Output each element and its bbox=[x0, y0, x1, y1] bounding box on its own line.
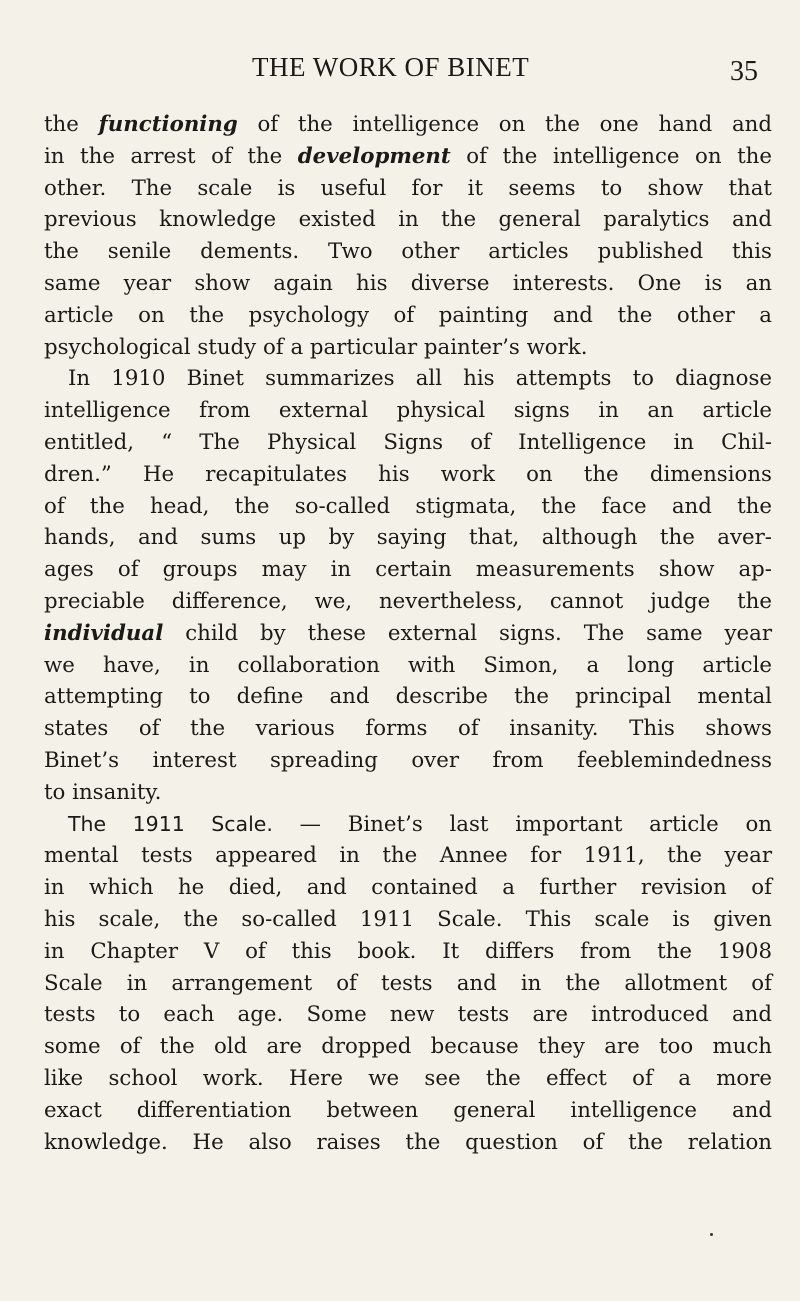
text-segment: in Chapter V of this book. It differs from the 1908 bbox=[44, 938, 772, 964]
text-segment: — Binet’s last important article on bbox=[272, 811, 772, 837]
text-segment: some of the old are dropped because they are too much bbox=[44, 1034, 772, 1060]
text-line bbox=[44, 650, 772, 682]
text-segment: psychological study of a particular painter’s work. bbox=[44, 334, 588, 360]
running-head bbox=[0, 52, 800, 92]
text-segment: in the arrest of the bbox=[44, 143, 298, 169]
text-line bbox=[44, 300, 772, 332]
text-segment: entitled, “ The Physical Signs of Intelligence in Chil- bbox=[44, 429, 772, 455]
section-heading: The 1911 Scale. bbox=[68, 811, 273, 836]
text-segment: tests to each age. Some new tests are introduced and bbox=[44, 1002, 772, 1028]
text-line bbox=[44, 236, 772, 268]
text-line bbox=[44, 1063, 772, 1095]
text-line bbox=[44, 363, 772, 395]
text-segment: In 1910 Binet summarizes all his attempts to diagnose bbox=[68, 366, 772, 392]
text-line bbox=[44, 332, 772, 364]
text-segment: in which he died, and contained a further revision of bbox=[44, 875, 772, 901]
text-segment: states of the various forms of insanity. This shows bbox=[44, 716, 772, 742]
text-line bbox=[44, 618, 772, 650]
text-line bbox=[44, 809, 772, 841]
emphasized-text: individual bbox=[44, 620, 164, 646]
text-line bbox=[44, 999, 772, 1031]
body-text bbox=[44, 109, 772, 1158]
text-segment: of the head, the so-called stigmata, the face and the bbox=[44, 493, 772, 519]
text-segment: preciable difference, we, nevertheless, cannot judge the bbox=[44, 588, 772, 614]
text-line bbox=[44, 173, 772, 205]
text-segment: of the intelligence on the one hand and bbox=[237, 112, 772, 137]
text-segment: child by these external signs. The same year bbox=[163, 620, 772, 646]
text-segment: attempting to define and describe the principal mental bbox=[44, 684, 772, 710]
emphasized-text: functioning bbox=[98, 112, 238, 137]
text-line bbox=[44, 1095, 772, 1127]
text-line bbox=[44, 1127, 772, 1159]
text-segment: other. The scale is useful for it seems to show that bbox=[44, 175, 772, 201]
text-line bbox=[44, 204, 772, 236]
text-segment: previous knowledge existed in the general paralytics and bbox=[44, 207, 772, 233]
text-line bbox=[44, 109, 772, 141]
text-segment: intelligence from external physical signs in an article bbox=[44, 398, 772, 424]
text-line bbox=[44, 141, 772, 173]
text-line bbox=[44, 968, 772, 1000]
text-segment: ages of groups may in certain measurements show ap- bbox=[44, 557, 772, 583]
text-line bbox=[44, 840, 772, 872]
text-segment: Scale in arrangement of tests and in the allotment of bbox=[44, 970, 772, 996]
text-segment: exact differentiation between general intelligence and bbox=[44, 1097, 772, 1123]
text-line bbox=[44, 1031, 772, 1063]
text-line bbox=[44, 459, 772, 491]
text-line bbox=[44, 586, 772, 618]
ink-speck bbox=[710, 1233, 713, 1236]
text-line bbox=[44, 713, 772, 745]
text-segment: we have, in collaboration with Simon, a long article bbox=[44, 652, 772, 678]
text-segment: dren.” He recapitulates his work on the dimensions bbox=[44, 461, 772, 487]
text-line bbox=[44, 491, 772, 523]
text-segment: knowledge. He also raises the question of the relation bbox=[44, 1129, 772, 1155]
text-segment: article on the psychology of painting and the other a bbox=[44, 302, 772, 328]
text-line bbox=[44, 904, 772, 936]
running-title: THE WORK OF BINET bbox=[252, 52, 530, 82]
text-segment: of the intelligence on the bbox=[450, 143, 772, 169]
text-segment: same year show again his diverse interests. One is an bbox=[44, 270, 772, 296]
text-segment: to insanity. bbox=[44, 779, 162, 805]
emphasized-text: development bbox=[297, 143, 451, 169]
text-line bbox=[44, 936, 772, 968]
text-segment: hands, and sums up by saying that, although the aver- bbox=[44, 525, 772, 551]
text-segment: his scale, the so-called 1911 Scale. This scale is given bbox=[44, 906, 772, 932]
text-segment: like school work. Here we see the effect of a more bbox=[44, 1065, 772, 1091]
text-segment: Binet’s interest spreading over from feeblemindedness bbox=[44, 747, 772, 773]
page-number: 35 bbox=[730, 56, 758, 87]
text-segment: mental tests appeared in the Annee for 1911, the year bbox=[44, 843, 772, 869]
text-line bbox=[44, 395, 772, 427]
text-line bbox=[44, 872, 772, 904]
text-line bbox=[44, 554, 772, 586]
text-line bbox=[44, 427, 772, 459]
text-line bbox=[44, 745, 772, 777]
text-line bbox=[44, 681, 772, 713]
text-line bbox=[44, 522, 772, 554]
text-segment: the bbox=[44, 112, 99, 137]
text-segment: the senile dements. Two other articles published this bbox=[44, 239, 772, 265]
text-line bbox=[44, 777, 772, 809]
text-line bbox=[44, 268, 772, 300]
